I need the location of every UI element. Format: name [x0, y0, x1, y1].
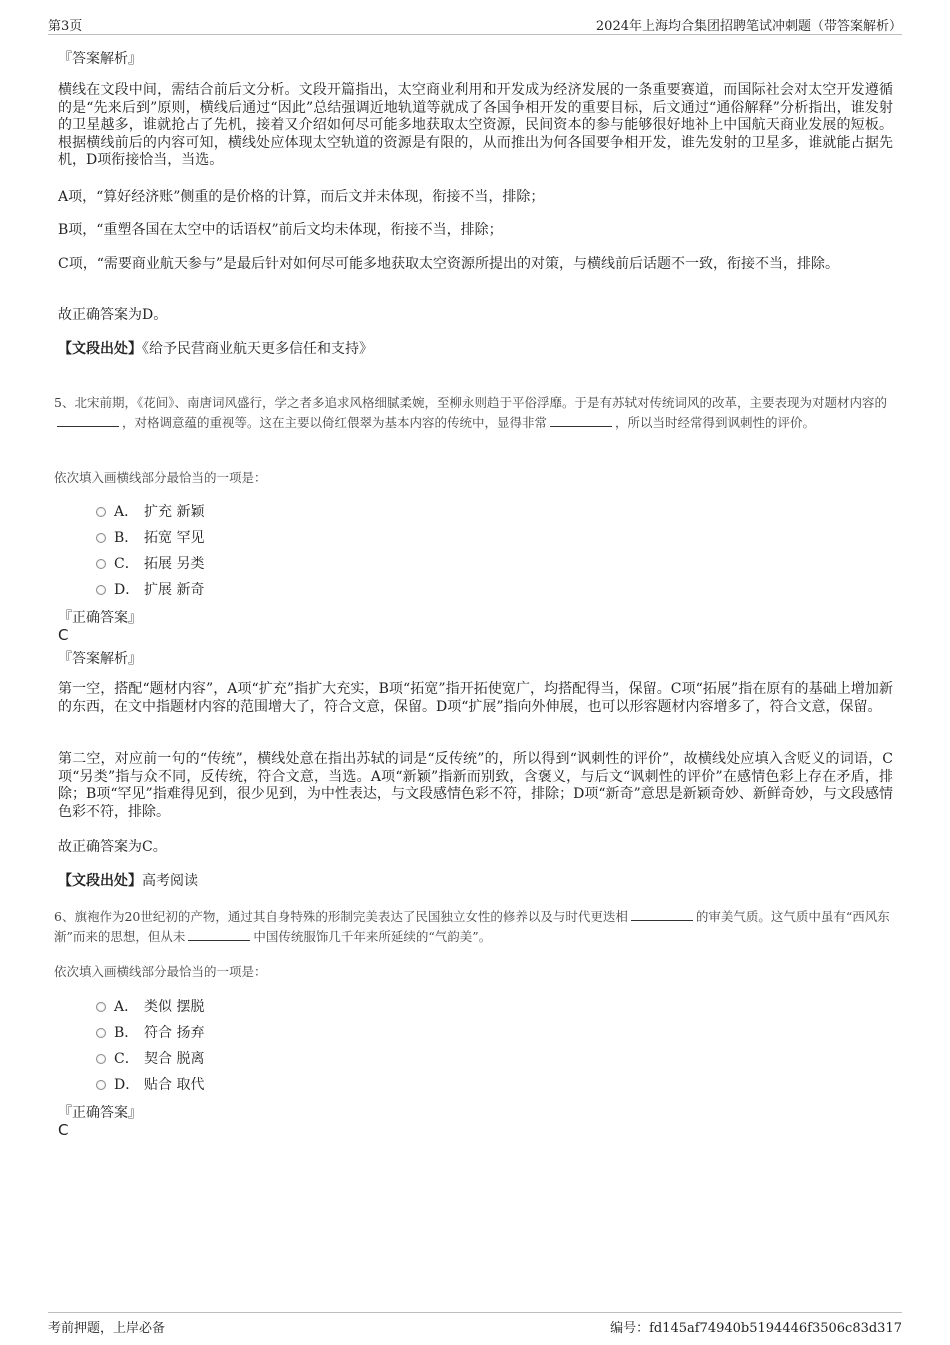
q5-option-a[interactable]: A． 扩充 新颖 — [96, 501, 204, 521]
radio-icon[interactable] — [96, 533, 106, 543]
q5-option-b[interactable]: B． 拓宽 罕见 — [96, 527, 204, 547]
document-code: 编号：fd145af74940b5194446f3506c83d317 — [610, 1321, 902, 1336]
q6-option-c[interactable]: C． 契合 脱离 — [96, 1048, 204, 1068]
q4-analysis-paragraph: 横线在文段中间，需结合前后文分析。文段开篇指出，太空商业利用和开发成为经济发展的一条重要赛道，而国际社会对太空开发遵循的是“先来后到”原则，横线后通过“因此”总结强调近地轨道等就成了各国争相开发的重要目标，后文通过“通俗解释”分析指出，谁发射的卫星越多，谁就抢占了先机，接着又介绍如何尽可能多地获取太空资源，民间资本的参与能够很好地补上中国航天商业发展的短板。根据横线前后的内容可知，横线处应体现太空轨道的资源是有限的，从而推出为何各国要争相开发，谁先发射的卫星多，谁就能占据先机，D项衔接恰当，当选。 — [58, 82, 893, 168]
q4-source — [58, 341, 893, 359]
q6-option-d[interactable]: D． 贴合 取代 — [96, 1074, 204, 1094]
q6-blank-1 — [631, 908, 693, 921]
q5-source-text: 高考阅读 — [142, 873, 198, 889]
q6-answer: C — [58, 1121, 69, 1139]
radio-icon[interactable] — [96, 1080, 106, 1090]
q5-answer: C — [58, 626, 69, 644]
q5-stem — [54, 393, 894, 433]
q5-analysis-paragraph-1: 第一空，搭配“题材内容”，A项“扩充”指扩大充实，B项“拓宽”指开拓使宽广，均搭配得当，保留。C项“拓展”指在原有的基础上增加新的东西，在文中指题材内容的范围增大了，符合文意，保留。D项“扩展”指向外伸展，也可以形容题材内容增多了，符合文意，保留。 — [58, 681, 893, 715]
q4-analysis-option-c: C项，“需要商业航天参与”是最后针对如何尽可能多地获取太空资源所提出的对策，与横线前后话题不一致，衔接不当，排除。 — [58, 256, 840, 272]
footer-slogan: 考前押题，上岸必备 — [48, 1321, 166, 1336]
page-header — [48, 12, 902, 35]
q5-conclusion: 故正确答案为C。 — [58, 839, 167, 855]
q6-option-a[interactable]: A． 类似 摆脱 — [96, 996, 204, 1016]
q4-analysis-label: 『答案解析』 — [58, 51, 142, 67]
q4-analysis-option-a: A项，“算好经济账”侧重的是价格的计算，而后文并未体现，衔接不当，排除； — [58, 189, 545, 205]
q5-analysis-paragraph-2: 第二空，对应前一句的“传统”，横线处意在指出苏轼的词是“反传统”的，所以得到“讽刺性的评价”，故横线处应填入含贬义的词语，C项“另类”指与众不同，反传统，符合文意，当选。A项“新颖”指新而别致，含褒义，与后文“讽刺性的评价”在感情色彩上存在矛盾，排除；B项“罕见”指难得见到，很少见到，为中性表达，与文段感情色彩不符，排除；D项“新奇”意思是新颖奇妙、新鲜奇妙，与文段感情色彩不符，排除。 — [58, 751, 893, 820]
document-title: 2024年上海均合集团招聘笔试冲刺题（带答案解析） — [595, 19, 902, 34]
page-number: 第3页 — [48, 19, 83, 34]
q6-stem-part3: 中国传统服饰几千年来所延续的“气韵美”。 — [253, 929, 492, 944]
q4-analysis-option-b: B项，“重塑各国在太空中的话语权”前后文均未体现，衔接不当，排除； — [58, 222, 503, 238]
q5-answer-label: 『正确答案』 — [58, 610, 142, 626]
q5-blank-1 — [57, 414, 119, 427]
radio-icon[interactable] — [96, 507, 106, 517]
radio-icon[interactable] — [96, 1054, 106, 1064]
q6-option-b[interactable]: B． 符合 扬弃 — [96, 1022, 204, 1042]
q4-source-tag: 【文段出处】 — [58, 341, 142, 357]
radio-icon[interactable] — [96, 559, 106, 569]
q5-source — [58, 873, 893, 891]
q5-stem-part1: 5、北宋前期，《花间》、南唐词风盛行，学之者多追求风格细腻柔婉，至柳永则趋于平俗浮靡。于是有苏轼对传统词风的改革，主要表现为对题材内容的 — [54, 395, 887, 410]
q5-option-d[interactable]: D． 扩展 新奇 — [96, 579, 204, 599]
radio-icon[interactable] — [96, 585, 106, 595]
q5-analysis-label: 『答案解析』 — [58, 651, 142, 667]
q6-blank-2 — [188, 928, 250, 941]
q5-prompt: 依次填入画横线部分最恰当的一项是： — [54, 470, 267, 485]
radio-icon[interactable] — [96, 1028, 106, 1038]
q5-option-c[interactable]: C． 拓展 另类 — [96, 553, 204, 573]
radio-icon[interactable] — [96, 1002, 106, 1012]
q5-stem-part2: ，对格调意蕴的重视等。这在主要以倚红偎翠为基本内容的传统中，显得非常 — [122, 415, 548, 430]
q6-answer-label: 『正确答案』 — [58, 1105, 142, 1121]
q4-source-text: 《给予民营商业航天更多信任和支持》 — [142, 341, 373, 357]
q5-source-tag: 【文段出处】 — [58, 873, 142, 889]
q6-stem-part1: 6、旗袍作为20世纪初的产物，通过其自身特殊的形制完美表达了民国独立女性的修养以及与时代更迭相 — [54, 909, 628, 924]
q6-stem-part2: 的审美气质。这气质中虽有“西风东渐”而来的思想，但从未 — [54, 909, 890, 944]
q5-stem-part3: ，所以当时经常得到讽刺性的评价。 — [615, 415, 816, 430]
q6-prompt: 依次填入画横线部分最恰当的一项是： — [54, 964, 267, 979]
q6-stem — [54, 907, 894, 947]
page-footer — [48, 1312, 902, 1343]
q4-conclusion: 故正确答案为D。 — [58, 307, 168, 323]
q5-blank-2 — [550, 414, 612, 427]
